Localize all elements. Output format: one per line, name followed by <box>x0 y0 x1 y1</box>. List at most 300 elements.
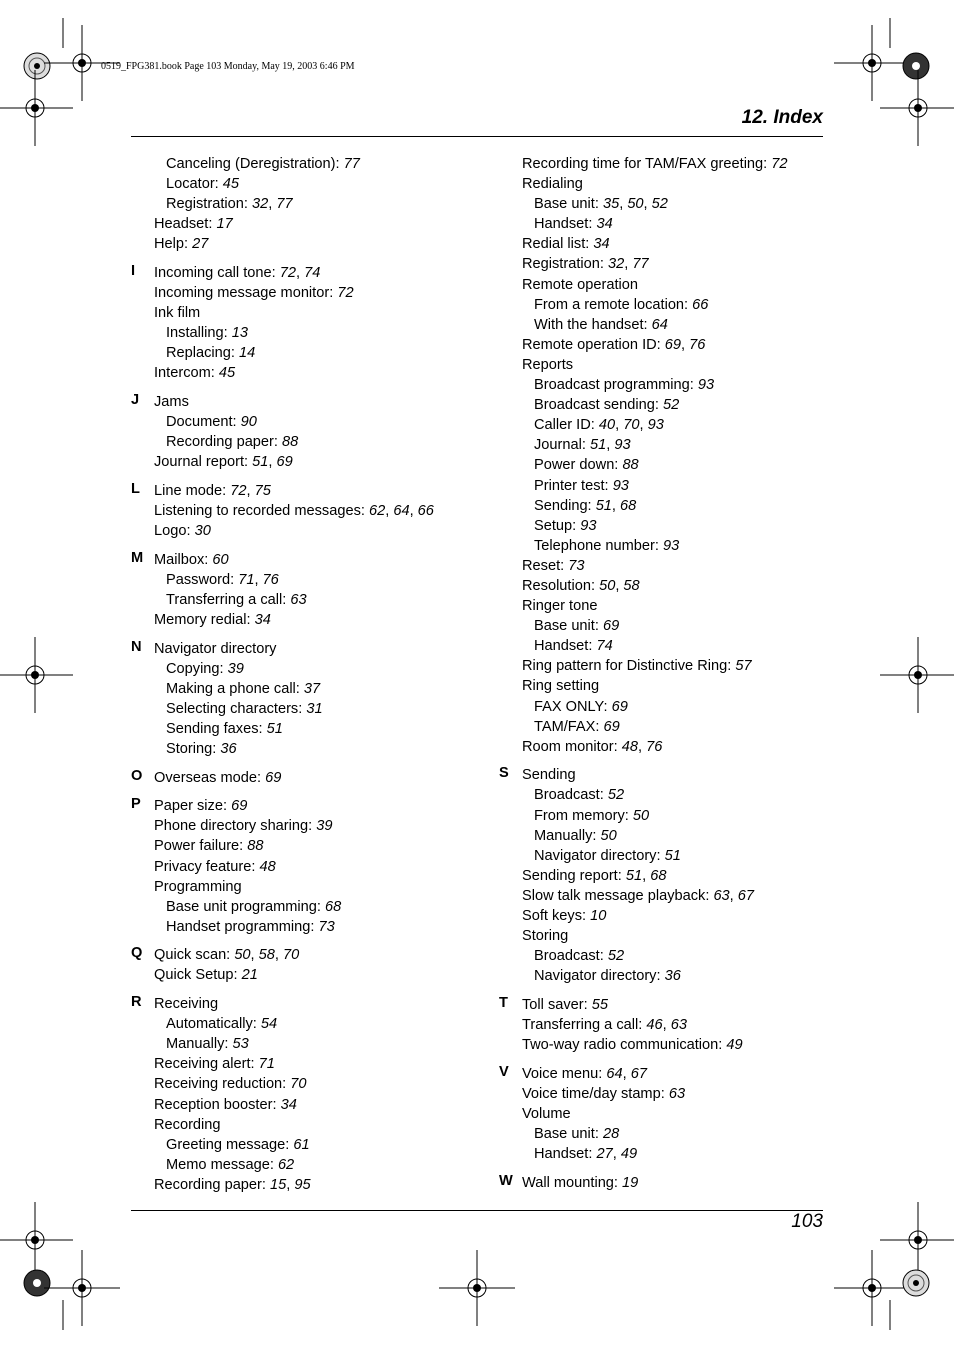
index-entry <box>154 303 481 323</box>
page-reference[interactable]: 93 <box>647 417 664 434</box>
entry-term: Sending report: <box>522 867 622 884</box>
page-reference[interactable]: 10 <box>590 907 607 924</box>
index-entry: Voice menu: 64, 67 <box>522 1065 647 1082</box>
index-entry <box>522 154 829 174</box>
entry-term: Listening to recorded messages: <box>154 503 365 519</box>
entry-term: FAX ONLY: <box>534 698 608 715</box>
entry-term: Manually: <box>166 1036 229 1053</box>
page-reference[interactable]: 52 <box>607 787 625 804</box>
index-subentry <box>154 323 481 343</box>
page-reference[interactable]: 50 <box>234 947 251 964</box>
index-subentry: Journal: 51, 93 <box>534 437 631 454</box>
page-reference[interactable]: 90 <box>240 414 257 431</box>
index-entry <box>522 174 829 194</box>
index-entry <box>522 355 829 375</box>
page-reference[interactable]: 74 <box>596 638 613 655</box>
index-group <box>499 1064 829 1164</box>
page-reference[interactable]: 70 <box>290 1076 307 1093</box>
page-reference[interactable]: 72 <box>771 156 788 172</box>
page-reference[interactable]: 73 <box>568 557 585 574</box>
entry-term: Voice time/day stamp: <box>522 1085 665 1102</box>
page-reference[interactable]: 48 <box>259 858 276 875</box>
index-entry <box>522 596 829 616</box>
index-letter: P <box>131 796 141 813</box>
index-subentry: Handset: 27, 49 <box>534 1146 638 1162</box>
page-reference[interactable]: 63 <box>713 887 730 904</box>
index-subentry <box>522 846 829 866</box>
page-reference[interactable]: 51 <box>625 867 643 884</box>
footer-rule <box>131 1210 823 1211</box>
index-entry: Listening to recorded messages: 62, 64, 66 <box>154 503 434 519</box>
entry-term: Quick Setup: <box>154 967 238 984</box>
page-reference[interactable]: 48 <box>621 738 638 755</box>
entry-term: Broadcast: <box>534 948 604 965</box>
index-subentry: Registration: 32, 77 <box>166 196 293 213</box>
page-reference[interactable]: 52 <box>663 397 680 414</box>
index-entry <box>522 1104 829 1124</box>
index-subentry <box>154 917 481 937</box>
index-letter: W <box>499 1172 513 1189</box>
entry-term: Volume <box>522 1105 571 1122</box>
page-reference[interactable]: 95 <box>294 1176 311 1193</box>
page-reference[interactable]: 64 <box>393 503 410 519</box>
index-subentry: Password: 71, 76 <box>166 571 279 588</box>
entry-term: Printer test: <box>534 477 609 494</box>
page-reference[interactable]: 77 <box>632 256 649 273</box>
index-subentry <box>154 590 481 610</box>
entry-term: Two-way radio communication: <box>522 1037 723 1054</box>
index-entry: Line mode: 72, 75 <box>154 482 271 499</box>
page-reference[interactable]: 51 <box>589 437 607 454</box>
entry-term: Resolution: <box>522 577 596 594</box>
entry-term: Document: <box>166 414 237 431</box>
index-subentry <box>522 826 829 846</box>
index-subentry <box>154 412 481 432</box>
page-reference[interactable]: 64 <box>606 1065 623 1082</box>
index-entry <box>522 995 829 1015</box>
index-entry <box>154 639 481 659</box>
index-letter: L <box>131 480 140 497</box>
page-reference[interactable]: 93 <box>614 437 631 454</box>
index-entry <box>154 1054 481 1074</box>
index-subentry <box>154 343 481 363</box>
index-subentry: Sending: 51, 68 <box>534 497 637 514</box>
index-subentry <box>522 476 829 496</box>
entry-term: From a remote location: <box>534 296 689 313</box>
page-reference[interactable]: 34 <box>280 1096 297 1113</box>
page-title: 12. Index <box>741 107 823 128</box>
index-entry: Journal report: 51, 69 <box>154 454 293 471</box>
entry-term: Ring pattern for Distinctive Ring: <box>522 658 732 675</box>
entry-term: Ringer tone <box>522 598 598 615</box>
entry-term: Receiving alert: <box>154 1056 255 1073</box>
entry-term: Remote operation <box>522 276 639 293</box>
page-reference[interactable]: 75 <box>254 482 271 499</box>
index-subentry <box>154 174 481 194</box>
entry-term: Storing: <box>166 741 217 758</box>
entry-term: Privacy feature: <box>154 858 256 875</box>
entry-term: Handset: <box>534 216 593 233</box>
page-reference[interactable]: 15 <box>270 1176 287 1193</box>
index-subentry <box>522 455 829 475</box>
index-entry <box>154 521 481 541</box>
index-group <box>499 1173 829 1193</box>
entry-term: Making a phone call: <box>166 680 300 697</box>
page-reference[interactable]: 37 <box>303 680 321 697</box>
page-reference[interactable]: 27 <box>596 1146 613 1162</box>
index-group <box>131 945 481 985</box>
page-reference[interactable]: 69 <box>265 769 282 786</box>
entry-term: Broadcast programming: <box>534 377 694 394</box>
page-reference[interactable]: 77 <box>343 156 360 172</box>
entry-term: Base unit: <box>534 1125 599 1142</box>
index-entry <box>154 994 481 1014</box>
page-reference[interactable]: 72 <box>230 482 247 499</box>
entry-term: Journal report: <box>154 454 249 471</box>
index-subentry <box>154 154 481 174</box>
page-reference[interactable]: 13 <box>231 325 248 342</box>
page-reference[interactable]: 69 <box>231 798 248 815</box>
index-subentry <box>522 966 829 986</box>
index-entry <box>154 1095 481 1115</box>
index-entry <box>154 768 481 788</box>
entry-term: Intercom: <box>154 365 215 382</box>
index-letter: O <box>131 767 143 784</box>
page-reference[interactable]: 88 <box>247 838 264 855</box>
page-reference[interactable]: 72 <box>279 264 296 281</box>
index-letter: S <box>499 765 509 782</box>
index-entry <box>154 857 481 877</box>
page-reference[interactable]: 70 <box>623 417 640 434</box>
index-entry: Registration: 32, 77 <box>522 256 649 273</box>
page-reference[interactable]: 76 <box>646 738 663 755</box>
page-reference[interactable]: 76 <box>689 336 706 353</box>
entry-term: Memory redial: <box>154 611 251 628</box>
page-reference[interactable]: 51 <box>595 497 612 514</box>
page-reference[interactable]: 39 <box>227 660 244 677</box>
index-entry <box>154 392 481 412</box>
entry-term: Voice menu: <box>522 1065 603 1082</box>
page-reference[interactable]: 14 <box>239 345 256 362</box>
page-reference[interactable]: 88 <box>622 457 639 474</box>
index-group <box>131 550 481 630</box>
page-reference[interactable]: 64 <box>651 316 668 333</box>
entry-term: Handset programming: <box>166 918 315 935</box>
entry-term: Installing: <box>166 325 228 342</box>
index-group <box>499 765 829 986</box>
entry-term: Slow talk message playback: <box>522 887 710 904</box>
entry-term: Base unit: <box>534 618 599 635</box>
page-reference[interactable]: 55 <box>591 996 608 1013</box>
page-reference[interactable]: 69 <box>611 698 628 715</box>
index-subentry <box>522 697 829 717</box>
entry-term: Overseas mode: <box>154 769 262 786</box>
page-reference[interactable]: 93 <box>580 517 597 534</box>
page-reference[interactable]: 28 <box>602 1125 620 1142</box>
index-entry <box>154 1074 481 1094</box>
page-reference[interactable]: 93 <box>697 377 715 394</box>
index-entry: Recording paper: 15, 95 <box>154 1176 311 1193</box>
index-subentry <box>154 897 481 917</box>
index-group <box>499 154 829 757</box>
entry-term: Navigator directory: <box>534 847 661 864</box>
page-reference[interactable]: 93 <box>612 477 629 494</box>
index-entry <box>522 275 829 295</box>
entry-term: Incoming message monitor: <box>154 285 334 302</box>
page-reference[interactable]: 50 <box>599 577 616 594</box>
page-reference[interactable]: 32 <box>608 256 625 273</box>
index-entry <box>522 1084 829 1104</box>
page-reference[interactable]: 52 <box>607 948 625 965</box>
entry-term: With the handset: <box>534 316 648 333</box>
index-letter: V <box>499 1063 509 1080</box>
index-letter: M <box>131 549 144 566</box>
page-reference[interactable]: 45 <box>218 365 236 382</box>
page-reference[interactable]: 52 <box>651 196 668 213</box>
index-subentry <box>154 1014 481 1034</box>
entry-term: Locator: <box>166 176 219 193</box>
index-group <box>131 392 481 472</box>
entry-term: Journal: <box>534 437 586 454</box>
page-reference[interactable]: 35 <box>602 196 620 213</box>
entry-term: Headset: <box>154 216 213 233</box>
index-subentry <box>154 432 481 452</box>
page-reference[interactable]: 71 <box>258 1056 275 1073</box>
index-subentry: Caller ID: 40, 70, 93 <box>534 417 664 434</box>
index-group <box>131 768 481 788</box>
page-reference[interactable]: 69 <box>603 718 620 735</box>
index-entry <box>522 676 829 696</box>
index-entry <box>522 556 829 576</box>
index-entry <box>522 906 829 926</box>
entry-term: Recording paper: <box>154 1176 266 1193</box>
page-reference[interactable]: 77 <box>276 196 293 213</box>
page-reference[interactable]: 60 <box>212 551 229 568</box>
page-reference[interactable]: 74 <box>304 264 321 281</box>
index-subentry <box>522 636 829 656</box>
page-reference[interactable]: 34 <box>596 216 613 233</box>
index-entry: Room monitor: 48, 76 <box>522 738 663 755</box>
index-letter: N <box>131 638 142 655</box>
page-reference[interactable]: 67 <box>630 1065 647 1082</box>
index-subentry <box>522 785 829 805</box>
page-reference[interactable]: 73 <box>318 918 335 935</box>
index-entry <box>154 965 481 985</box>
entry-term: Logo: <box>154 523 191 540</box>
index-subentry <box>522 214 829 234</box>
index-subentry <box>154 719 481 739</box>
index-entry <box>522 656 829 676</box>
index-subentry <box>522 295 829 315</box>
index-entry <box>154 796 481 816</box>
index-entry <box>522 765 829 785</box>
page-reference[interactable]: 57 <box>735 658 752 675</box>
entry-term: Power down: <box>534 457 619 474</box>
index-subentry <box>522 946 829 966</box>
page-reference[interactable]: 36 <box>664 968 681 985</box>
page-reference[interactable]: 39 <box>316 818 333 835</box>
index-subentry <box>154 679 481 699</box>
index-entry <box>522 234 829 254</box>
page-reference[interactable]: 70 <box>283 947 300 964</box>
index-subentry <box>154 1034 481 1054</box>
page-reference[interactable]: 19 <box>622 1174 639 1191</box>
index-entry <box>154 816 481 836</box>
entry-term: Recording paper: <box>166 434 278 451</box>
index-group <box>131 154 481 254</box>
entry-term: Handset: <box>534 638 593 655</box>
index-entry: Remote operation ID: 69, 76 <box>522 336 706 353</box>
index-entry <box>154 234 481 254</box>
index-entry: Sending report: 51, 68 <box>522 867 667 884</box>
page-reference[interactable]: 63 <box>290 591 307 608</box>
entry-term: Canceling (Deregistration): <box>166 156 340 172</box>
entry-term: Receiving <box>154 996 219 1013</box>
index-subentry <box>154 1135 481 1155</box>
entry-term: Redial list: <box>522 236 590 253</box>
page-reference[interactable]: 71 <box>238 571 255 588</box>
page-reference[interactable]: 49 <box>620 1146 638 1162</box>
entry-term: Storing <box>522 928 569 945</box>
index-subentry <box>522 1124 829 1144</box>
entry-term: Programming <box>154 878 242 895</box>
page-reference[interactable]: 50 <box>627 196 644 213</box>
entry-term: Reset: <box>522 557 565 574</box>
page-reference[interactable]: 21 <box>241 967 258 984</box>
page-reference[interactable]: 51 <box>252 454 269 471</box>
page-reference[interactable]: 31 <box>306 700 323 717</box>
page-reference[interactable]: 49 <box>726 1037 743 1054</box>
entry-term: Broadcast sending: <box>534 397 659 414</box>
index-letter: R <box>131 994 142 1011</box>
page-reference[interactable]: 88 <box>282 434 299 451</box>
entry-term: Wall mounting: <box>522 1174 618 1191</box>
index-entry <box>154 1115 481 1135</box>
entry-term: Sending faxes: <box>166 720 263 737</box>
page-reference[interactable]: 51 <box>266 720 283 737</box>
header-rule <box>131 136 823 137</box>
index-subentry <box>154 1155 481 1175</box>
page-reference[interactable]: 58 <box>258 947 275 964</box>
page-reference[interactable]: 63 <box>670 1016 687 1033</box>
page-reference[interactable]: 54 <box>260 1016 278 1033</box>
entry-term: From memory: <box>534 807 629 824</box>
page-reference[interactable]: 76 <box>262 571 279 588</box>
entry-term: Copying: <box>166 660 224 677</box>
page-reference[interactable]: 34 <box>593 236 610 253</box>
page-reference[interactable]: 69 <box>664 336 682 353</box>
entry-term: Help: <box>154 236 189 253</box>
page-reference[interactable]: 17 <box>216 216 233 233</box>
page-reference[interactable]: 58 <box>623 577 640 594</box>
index-group <box>499 995 829 1055</box>
entry-term: Incoming call tone: <box>154 264 276 281</box>
page-reference[interactable]: 36 <box>220 741 237 758</box>
index-entry: Incoming call tone: 72, 74 <box>154 264 321 281</box>
entry-term: Base unit: <box>534 196 599 213</box>
page-reference[interactable]: 32 <box>252 196 269 213</box>
page-reference[interactable]: 53 <box>232 1036 249 1053</box>
entry-term: Memo message: <box>166 1156 274 1173</box>
entry-term: Reception booster: <box>154 1096 277 1113</box>
index-entry <box>154 610 481 630</box>
index-entry <box>522 1173 829 1193</box>
entry-term: Paper size: <box>154 798 228 815</box>
index-group <box>131 796 481 937</box>
entry-term: Registration: <box>522 256 604 273</box>
page-reference[interactable]: 27 <box>192 236 209 253</box>
page-reference[interactable]: 46 <box>646 1016 663 1033</box>
entry-term: Reports <box>522 356 574 373</box>
index-subentry <box>522 516 829 536</box>
entry-term: Password: <box>166 571 235 588</box>
page-reference[interactable]: 68 <box>620 497 637 514</box>
page-reference[interactable]: 72 <box>337 285 354 302</box>
page-reference[interactable]: 69 <box>602 618 620 635</box>
entry-term: Automatically: <box>166 1016 257 1033</box>
page-reference[interactable]: 62 <box>368 503 386 519</box>
entry-term: Phone directory sharing: <box>154 818 313 835</box>
index-group <box>131 481 481 541</box>
page-reference[interactable]: 50 <box>632 807 650 824</box>
page-reference[interactable]: 67 <box>737 887 755 904</box>
entry-term: Ink film <box>154 305 201 322</box>
index-subentry <box>522 616 829 636</box>
page-reference[interactable]: 45 <box>222 176 240 193</box>
index-subentry <box>522 395 829 415</box>
entry-term: Base unit programming: <box>166 898 321 915</box>
page-reference[interactable]: 61 <box>293 1136 310 1153</box>
index-letter: T <box>499 994 508 1011</box>
entry-term: Jams <box>154 394 189 411</box>
page-reference[interactable]: 69 <box>276 454 293 471</box>
entry-term: Transferring a call: <box>522 1016 643 1033</box>
print-slug: 0519_FPG381.book Page 103 Monday, May 19, 2003 6:46 PM <box>101 61 355 72</box>
page-reference[interactable]: 66 <box>417 503 434 519</box>
page-reference[interactable]: 68 <box>325 898 342 915</box>
index-entry: Resolution: 50, 58 <box>522 577 640 594</box>
entry-term: Soft keys: <box>522 907 587 924</box>
entry-term: Manually: <box>534 827 597 844</box>
entry-term: Mailbox: <box>154 551 209 568</box>
entry-term: Caller ID: <box>534 417 595 434</box>
page-reference[interactable]: 34 <box>254 611 271 628</box>
page-reference[interactable]: 93 <box>663 537 680 554</box>
index-letter: Q <box>131 945 143 962</box>
index-letter: J <box>131 392 140 409</box>
page-reference[interactable]: 62 <box>277 1156 295 1173</box>
page-reference[interactable]: 51 <box>664 847 681 864</box>
page-reference[interactable]: 66 <box>692 296 709 313</box>
index-entry: Transferring a call: 46, 63 <box>522 1016 687 1033</box>
entry-term: Greeting message: <box>166 1136 290 1153</box>
page-reference[interactable]: 63 <box>668 1085 686 1102</box>
index-subentry <box>522 536 829 556</box>
page-reference[interactable]: 50 <box>600 827 617 844</box>
entry-term: Remote operation ID: <box>522 336 661 353</box>
index-letter: I <box>131 262 136 279</box>
index-entry: Slow talk message playback: 63, 67 <box>522 887 755 904</box>
index-subentry <box>154 739 481 759</box>
page-reference[interactable]: 30 <box>194 523 211 540</box>
entry-term: Sending: <box>534 497 592 514</box>
entry-term: Handset: <box>534 1146 593 1162</box>
entry-term: Room monitor: <box>522 738 618 755</box>
index-subentry <box>522 375 829 395</box>
page-reference[interactable]: 68 <box>650 867 667 884</box>
page-reference[interactable]: 40 <box>598 417 616 434</box>
entry-term: Quick scan: <box>154 947 231 964</box>
